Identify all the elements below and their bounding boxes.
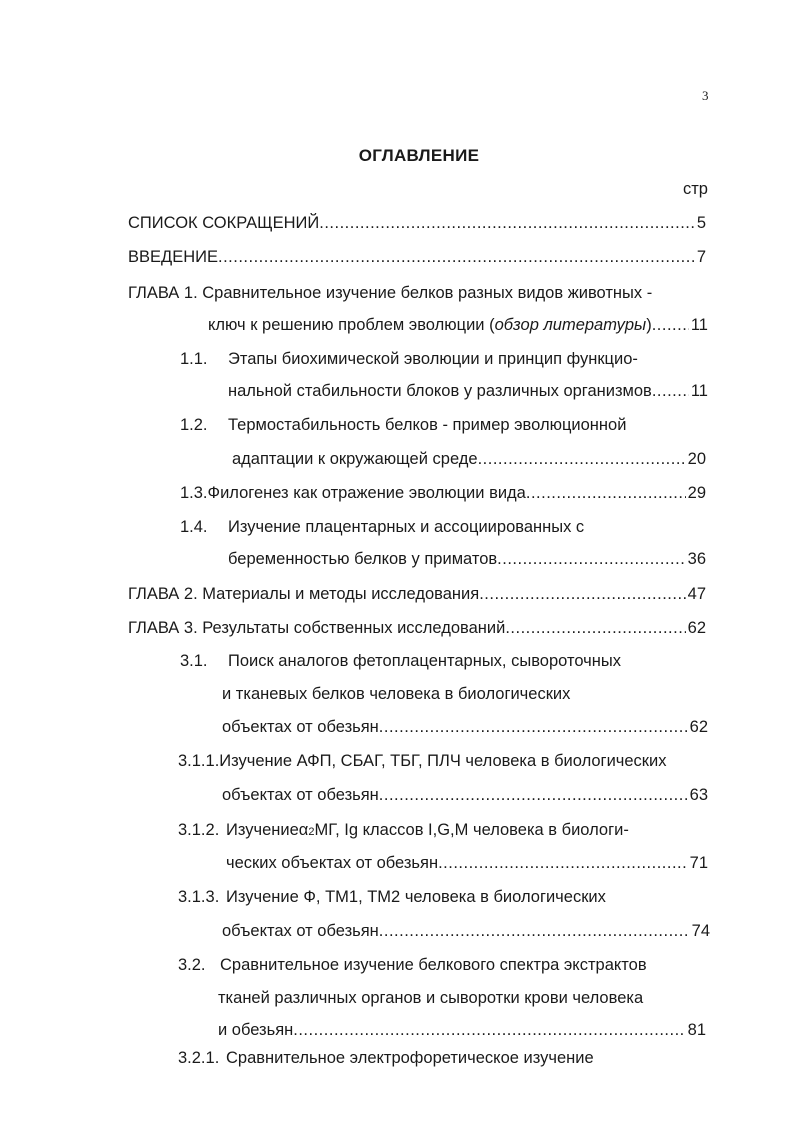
toc-section-3-1-line3 <box>222 716 708 738</box>
page-number: 3 <box>702 88 709 103</box>
toc-entry-text: ГЛАВА 2. Материалы и методы исследования <box>128 585 480 603</box>
section-number: 1.1. <box>180 350 208 368</box>
section-number: 1.2. <box>180 416 208 434</box>
toc-entry-text: ВВЕДЕНИЕ <box>128 248 218 266</box>
toc-page-number: 62 <box>687 619 706 637</box>
toc-entry-text: адаптации к окружающей среде <box>232 450 478 468</box>
toc-entry-text: объектах от обезьян <box>222 922 379 940</box>
leader-dots <box>293 1019 685 1041</box>
toc-page-number: 71 <box>689 854 708 872</box>
toc-entry-italic: обзор литературы <box>494 316 647 334</box>
toc-section-3-1-3-line1 <box>178 886 606 908</box>
toc-entry-text: объектах от обезьян <box>222 786 379 804</box>
toc-section-1-1-line2 <box>228 380 708 402</box>
toc-entry-text: Филогенез как отражение эволюции вида <box>207 484 526 502</box>
toc-chapter-3 <box>128 617 706 639</box>
leader-dots <box>478 448 686 470</box>
leader-dots <box>319 212 695 234</box>
toc-entry-text: ческих объектах от обезьян <box>226 854 439 872</box>
leader-dots <box>379 716 688 738</box>
section-number: 3.2.1. <box>178 1049 220 1067</box>
toc-page-number: 47 <box>687 585 706 603</box>
toc-section-1-2-line2 <box>232 448 706 470</box>
toc-entry-text: Изучение <box>226 821 299 839</box>
leader-dots <box>526 482 686 504</box>
toc-section-3-2-line2: тканей различных органов и сыворотки крови человека <box>218 989 644 1007</box>
toc-chapter-2 <box>128 583 706 605</box>
toc-entry-text: Сравнительное изучение белкового спектра экстрактов <box>220 956 647 974</box>
leader-dots <box>218 246 695 268</box>
toc-entry-text: Поиск аналогов фетоплацентарных, сывороточных <box>228 652 621 670</box>
toc-section-3-1-line2: и тканевых белков человека в биологических <box>222 685 571 703</box>
toc-entry-text: СПИСОК СОКРАЩЕНИЙ <box>128 214 320 232</box>
toc-chapter-1-line2 <box>208 314 708 336</box>
leader-dots <box>497 548 685 570</box>
toc-section-3-1-1-line2 <box>222 784 708 806</box>
toc-page-number: 63 <box>689 786 708 804</box>
toc-section-3-2-line1 <box>178 954 647 976</box>
section-number: 3.1.2. <box>178 821 220 839</box>
page-column-label: стр <box>683 180 708 198</box>
section-number: 1.4. <box>180 518 208 536</box>
toc-entry-abbreviations <box>128 212 706 234</box>
section-number: 3.2. <box>178 956 206 974</box>
toc-entry-text: ) <box>646 316 652 334</box>
toc-section-1-2-line1 <box>180 414 626 436</box>
leader-dots <box>438 852 688 874</box>
toc-section-3-1-line1 <box>180 650 621 672</box>
toc-page-number: 36 <box>687 550 706 568</box>
alpha-subscript: 2 <box>308 826 315 838</box>
section-number: 3.1.1. <box>178 752 220 770</box>
toc-page-number: 5 <box>696 214 706 232</box>
toc-section-1-4-line1 <box>180 516 584 538</box>
toc-page-number: 74 <box>691 922 710 940</box>
toc-entry-text: Термостабильность белков - пример эволюционной <box>228 416 627 434</box>
toc-entry-text: и обезьян <box>218 1021 294 1039</box>
toc-entry-text: Этапы биохимической эволюции и принцип функцио- <box>228 350 638 368</box>
toc-page-number: 11 <box>690 382 708 400</box>
alpha-symbol: α <box>298 821 309 839</box>
leader-dots <box>479 583 685 605</box>
toc-section-3-1-2-line1 <box>178 819 629 841</box>
section-number: 3.1.3. <box>178 888 220 906</box>
toc-entry-text: Изучение АФП, СБАГ, ТБГ, ПЛЧ человека в биологических <box>219 752 667 770</box>
leader-dots <box>652 380 689 402</box>
section-number: 3.1. <box>180 652 208 670</box>
toc-section-1-1-line1 <box>180 348 638 370</box>
toc-section-3-2-1-line1 <box>178 1047 594 1069</box>
leader-dots <box>652 314 689 336</box>
toc-page-number: 81 <box>687 1021 706 1039</box>
toc-chapter-1-line1: ГЛАВА 1. Сравнительное изучение белков разных видов животных - <box>128 284 653 302</box>
section-number: 1.3. <box>180 484 208 502</box>
toc-section-3-2-line3 <box>218 1019 706 1041</box>
toc-entry-text: Изучение плацентарных и ассоциированных с <box>228 518 585 536</box>
toc-entry-text: Изучение Ф, ТМ1, ТМ2 человека в биологических <box>226 888 606 906</box>
toc-page-number: 7 <box>696 248 706 266</box>
toc-entry-text: беременностью белков у приматов <box>228 550 498 568</box>
leader-dots <box>379 920 690 942</box>
toc-page-number: 20 <box>687 450 706 468</box>
toc-section-1-4-line2 <box>228 548 706 570</box>
toc-entry-introduction <box>128 246 706 268</box>
toc-page-number: 11 <box>690 316 708 334</box>
toc-section-1-3 <box>180 482 706 504</box>
toc-entry-text: объектах от обезьян <box>222 718 379 736</box>
toc-section-3-1-3-line2 <box>222 920 710 942</box>
page-title: ОГЛАВЛЕНИЕ <box>358 146 480 165</box>
toc-entry-text: Сравнительное электрофоретическое изучение <box>226 1049 594 1067</box>
toc-entry-text: ГЛАВА 3. Результаты собственных исследований <box>128 619 506 637</box>
toc-page-number: 29 <box>687 484 706 502</box>
toc-entry-text: нальной стабильности блоков у различных организмов <box>228 382 652 400</box>
toc-section-3-1-1-line1 <box>178 750 667 772</box>
toc-entry-text: МГ, Ig классов I,G,M человека в биологи- <box>314 821 629 839</box>
leader-dots <box>505 617 685 639</box>
toc-entry-text: ключ к решению проблем эволюции ( <box>208 316 495 334</box>
toc-section-3-1-2-line2 <box>226 852 708 874</box>
toc-page-number: 62 <box>689 718 708 736</box>
leader-dots <box>379 784 688 806</box>
